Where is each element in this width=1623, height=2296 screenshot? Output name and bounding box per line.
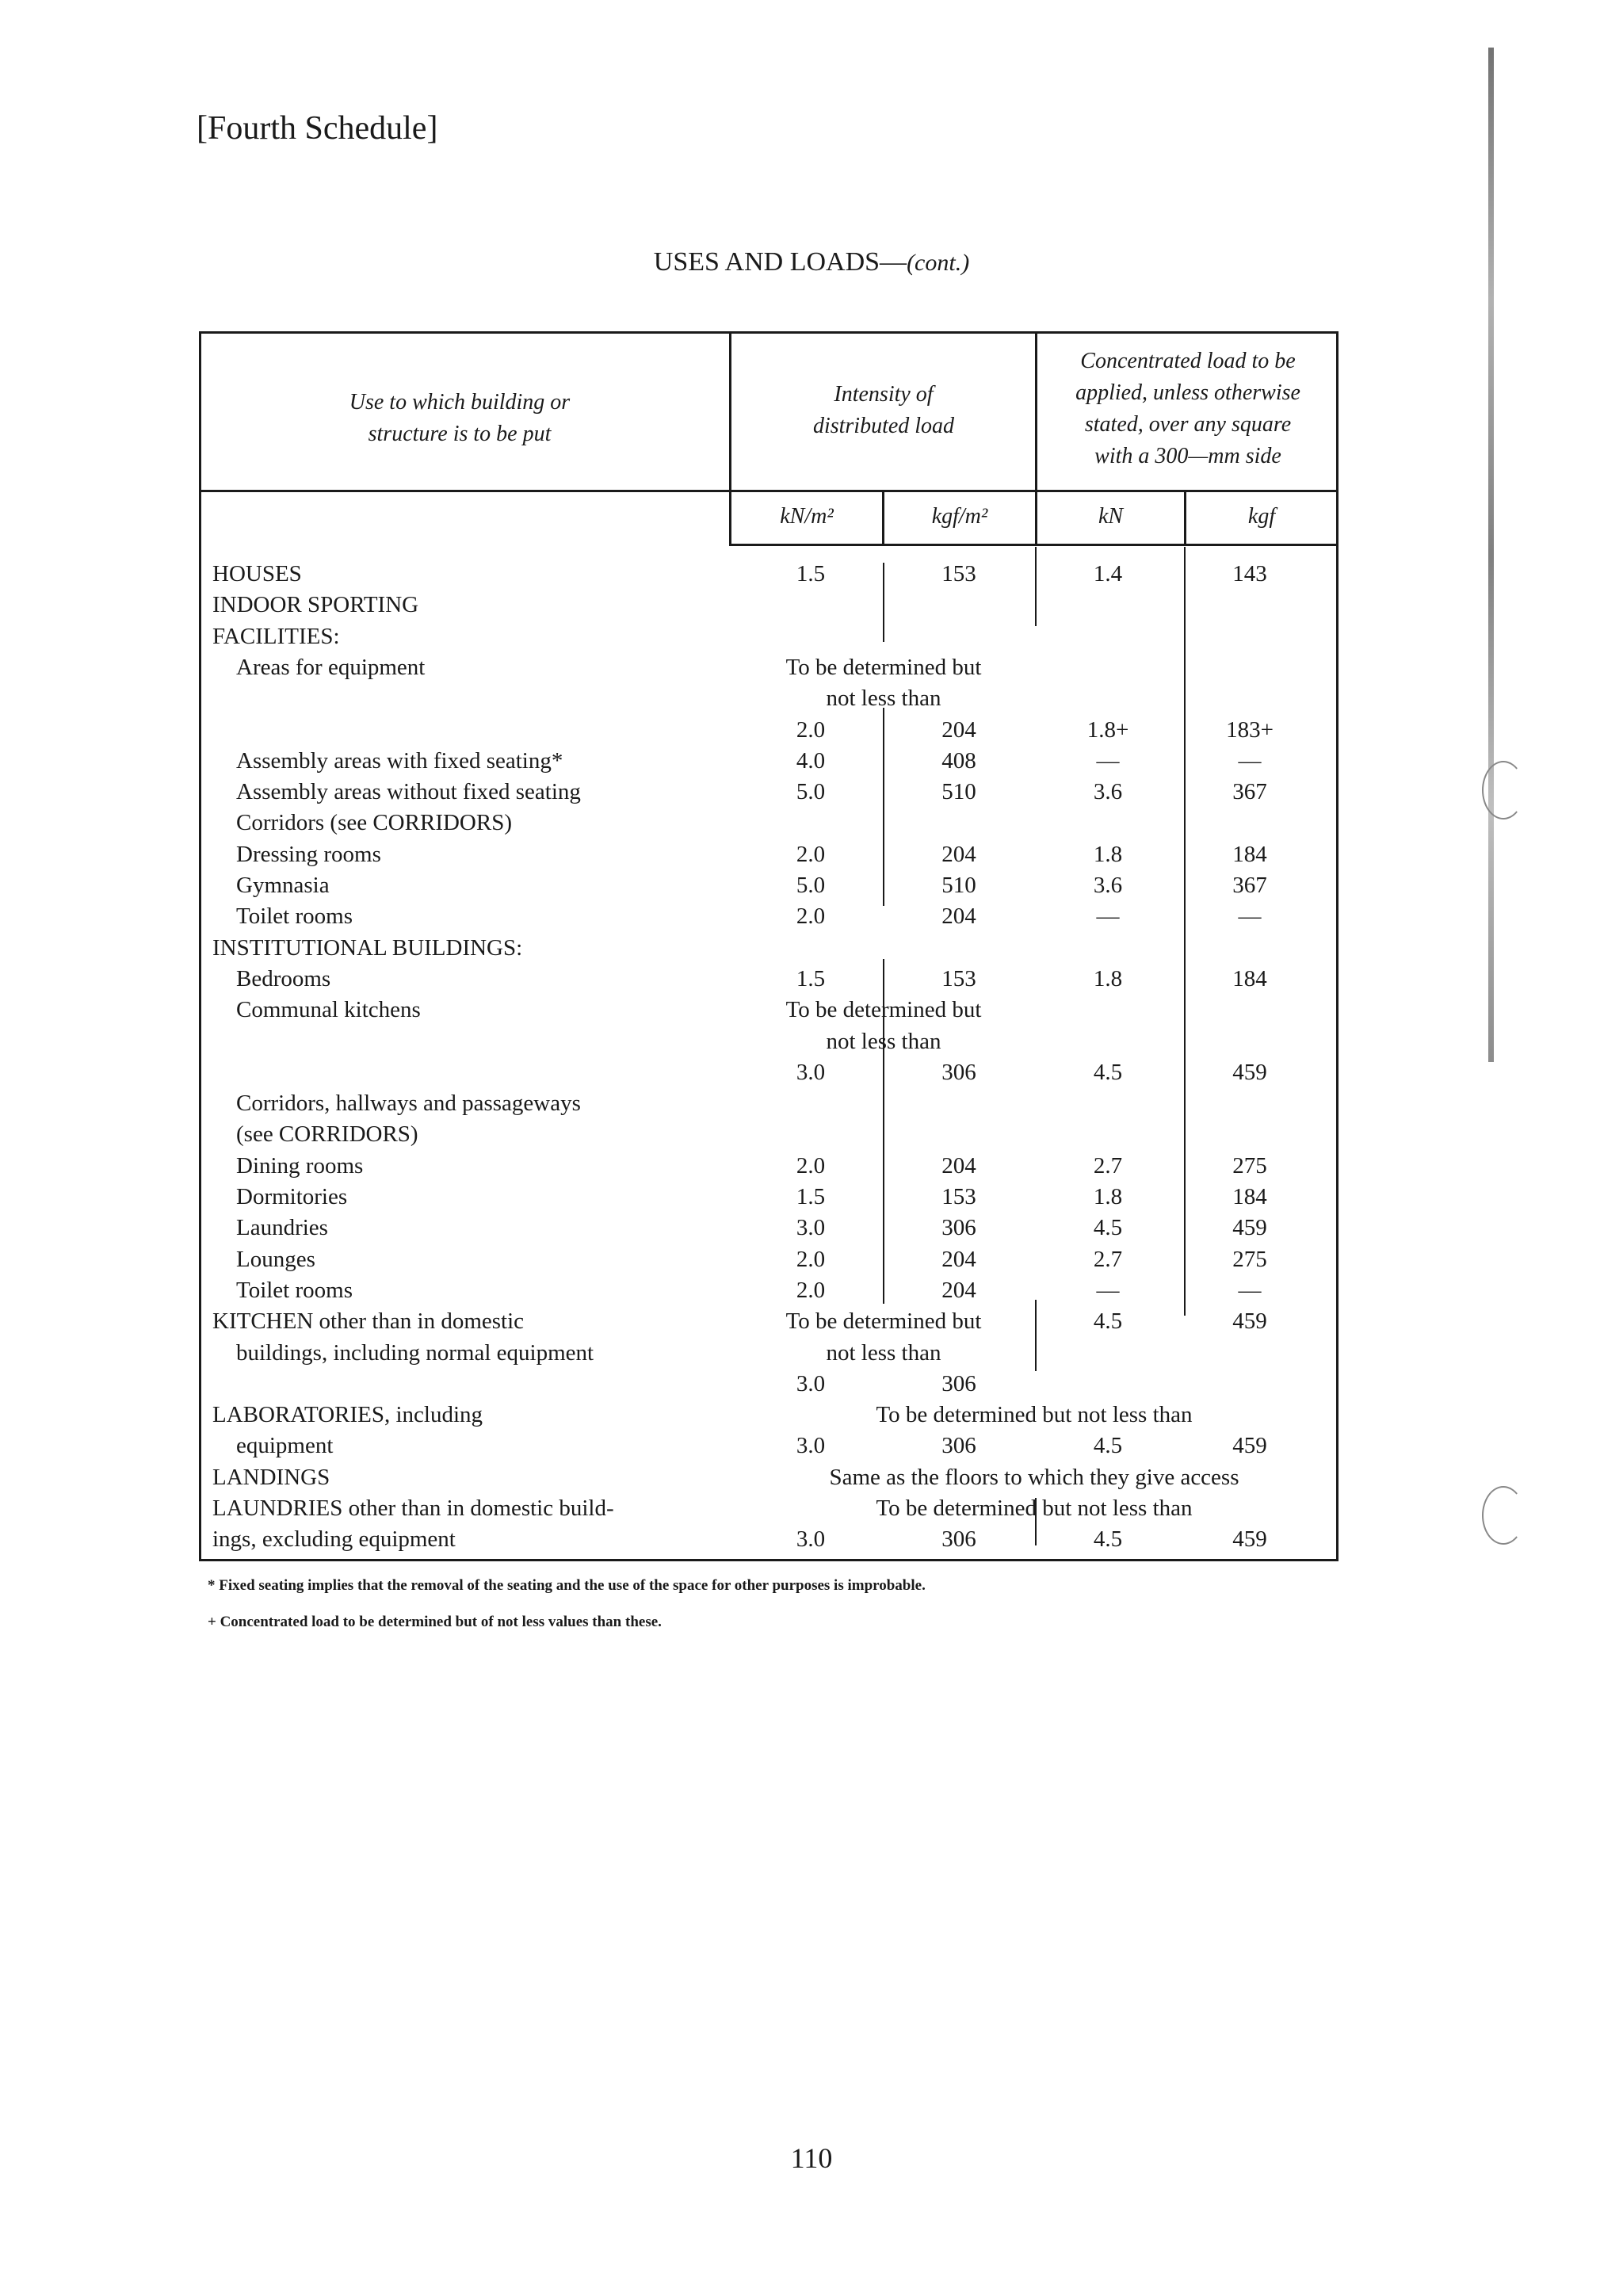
table-row bbox=[0, 1430, 1623, 1461]
concentrated-kgf-cell: 275 bbox=[1232, 1153, 1267, 1179]
table-row bbox=[0, 1181, 1623, 1213]
concentrated-kn-cell: 4.5 bbox=[1093, 1526, 1123, 1552]
intensity-kgf-cell: 204 bbox=[941, 717, 976, 743]
table-row bbox=[0, 932, 1623, 964]
intensity-kn-cell: 4.0 bbox=[796, 748, 826, 774]
intensity-kgf-cell: 204 bbox=[941, 1278, 976, 1303]
table-row bbox=[0, 558, 1623, 590]
intensity-kgf-cell: 204 bbox=[941, 1247, 976, 1272]
concentrated-kgf-cell: 183+ bbox=[1226, 717, 1274, 743]
concentrated-kgf-cell: — bbox=[1238, 748, 1262, 774]
intensity-kgf-cell: 510 bbox=[941, 779, 976, 804]
caption-title: USES AND LOADS— bbox=[653, 247, 907, 277]
concentrated-kgf-cell: 143 bbox=[1232, 561, 1267, 586]
concentrated-kn-cell: 4.5 bbox=[1093, 1060, 1123, 1085]
concentrated-kgf-cell: 367 bbox=[1232, 873, 1267, 898]
table-row bbox=[0, 1492, 1623, 1524]
concentrated-kgf-cell: 367 bbox=[1232, 779, 1267, 804]
load-note-cell: To be determined but not less than bbox=[876, 1496, 1193, 1521]
use-cell: equipment bbox=[236, 1433, 334, 1458]
table-row bbox=[0, 714, 1623, 746]
concentrated-kn-cell: 4.5 bbox=[1093, 1308, 1123, 1334]
footnote-concentrated: + Concentrated load to be determined but of not less values than these. bbox=[208, 1614, 662, 1630]
intensity-kgf-cell: 510 bbox=[941, 873, 976, 898]
page-number: 110 bbox=[790, 2142, 833, 2174]
table-row bbox=[0, 807, 1623, 839]
table-row bbox=[0, 1337, 1623, 1369]
concentrated-kgf-cell: 459 bbox=[1232, 1215, 1267, 1240]
unit-kn: kN bbox=[1098, 504, 1124, 529]
header-line: structure is to be put bbox=[368, 422, 552, 446]
concentrated-kn-cell: — bbox=[1096, 904, 1120, 929]
use-cell: Toilet rooms bbox=[236, 1278, 353, 1303]
header-line: distributed load bbox=[812, 414, 955, 438]
concentrated-kgf-cell: 459 bbox=[1232, 1060, 1267, 1085]
intensity-kgf-cell: 153 bbox=[941, 561, 976, 586]
intensity-note-cell: To be determined but bbox=[785, 1308, 982, 1334]
table-caption bbox=[0, 247, 1623, 277]
concentrated-kn-cell: 1.4 bbox=[1093, 561, 1123, 586]
use-cell: LANDINGS bbox=[212, 1465, 330, 1490]
table-row bbox=[0, 745, 1623, 777]
table-row bbox=[0, 1244, 1623, 1275]
intensity-kgf-cell: 204 bbox=[941, 1153, 976, 1179]
table-row bbox=[0, 651, 1623, 683]
intensity-kn-cell: 3.0 bbox=[796, 1526, 826, 1552]
concentrated-kn-cell: 4.5 bbox=[1093, 1215, 1123, 1240]
punch-hole-mark bbox=[1482, 1486, 1525, 1545]
table-row bbox=[0, 900, 1623, 932]
intensity-kn-cell: 1.5 bbox=[796, 966, 826, 991]
intensity-kgf-cell: 153 bbox=[941, 966, 976, 991]
unit-kgf-per-m2: kgf/m² bbox=[931, 504, 988, 529]
concentrated-kgf-cell: — bbox=[1238, 904, 1262, 929]
table-row bbox=[0, 1368, 1623, 1400]
intensity-kn-cell: 1.5 bbox=[796, 561, 826, 586]
punch-hole-mark bbox=[1482, 761, 1525, 819]
intensity-note-cell: To be determined but bbox=[785, 655, 982, 680]
concentrated-kn-cell: 1.8 bbox=[1093, 1184, 1123, 1209]
intensity-note-cell: not less than bbox=[826, 1029, 941, 1054]
table-row bbox=[0, 1150, 1623, 1182]
intensity-kgf-cell: 153 bbox=[941, 1184, 976, 1209]
use-cell: Corridors (see CORRIDORS) bbox=[236, 810, 512, 835]
table-row bbox=[0, 1305, 1623, 1337]
intensity-kn-cell: 5.0 bbox=[796, 779, 826, 804]
concentrated-kn-cell: 4.5 bbox=[1093, 1433, 1123, 1458]
footnote-fixed-seating: * Fixed seating implies that the removal of the seating and the use of the space for other purposes is improbable. bbox=[208, 1577, 926, 1594]
intensity-kn-cell: 2.0 bbox=[796, 1153, 826, 1179]
use-cell: INSTITUTIONAL BUILDINGS: bbox=[212, 935, 523, 961]
unit-top-rule bbox=[729, 490, 1338, 492]
intensity-kgf-cell: 306 bbox=[941, 1371, 976, 1396]
table-row bbox=[0, 839, 1623, 870]
use-cell: Lounges bbox=[236, 1247, 315, 1272]
concentrated-kgf-cell: 459 bbox=[1232, 1433, 1267, 1458]
use-cell: INDOOR SPORTING bbox=[212, 592, 419, 617]
use-cell: Dining rooms bbox=[236, 1153, 364, 1179]
intensity-kn-cell: 3.0 bbox=[796, 1433, 826, 1458]
intensity-kn-cell: 2.0 bbox=[796, 842, 826, 867]
unit-kgf: kgf bbox=[1247, 504, 1276, 529]
intensity-kn-cell: 1.5 bbox=[796, 1184, 826, 1209]
use-cell: (see CORRIDORS) bbox=[236, 1121, 418, 1147]
use-cell: Toilet rooms bbox=[236, 904, 353, 929]
table-row bbox=[0, 1118, 1623, 1150]
table-row bbox=[0, 1399, 1623, 1431]
table-row bbox=[0, 994, 1623, 1026]
header-line: Use to which building or bbox=[349, 390, 571, 415]
use-cell: Laundries bbox=[236, 1215, 328, 1240]
table-row bbox=[0, 1212, 1623, 1244]
header-line: with a 300—mm side bbox=[1094, 444, 1281, 468]
intensity-kn-cell: 3.0 bbox=[796, 1060, 826, 1085]
table-row bbox=[0, 589, 1623, 621]
header-line: applied, unless otherwise bbox=[1075, 380, 1300, 405]
use-cell: Bedrooms bbox=[236, 966, 331, 991]
concentrated-kgf-cell: 184 bbox=[1232, 842, 1267, 867]
concentrated-kn-cell: 2.7 bbox=[1093, 1153, 1123, 1179]
intensity-kgf-cell: 306 bbox=[941, 1060, 976, 1085]
intensity-note-cell: not less than bbox=[826, 686, 941, 711]
table-row bbox=[0, 963, 1623, 995]
caption-cont: (cont.) bbox=[907, 250, 970, 276]
load-note-cell: To be determined but not less than bbox=[876, 1402, 1193, 1427]
intensity-kgf-cell: 204 bbox=[941, 904, 976, 929]
use-cell: LAUNDRIES other than in domestic build- bbox=[212, 1496, 614, 1521]
concentrated-kn-cell: 3.6 bbox=[1093, 873, 1123, 898]
header-line: Intensity of bbox=[834, 382, 934, 407]
intensity-kgf-cell: 306 bbox=[941, 1526, 976, 1552]
header-line: stated, over any square bbox=[1084, 412, 1292, 437]
table-row bbox=[0, 1056, 1623, 1088]
use-cell: Dressing rooms bbox=[236, 842, 381, 867]
intensity-kn-cell: 2.0 bbox=[796, 1247, 826, 1272]
use-cell: Assembly areas with fixed seating* bbox=[236, 748, 563, 774]
intensity-kgf-cell: 306 bbox=[941, 1433, 976, 1458]
concentrated-kn-cell: 1.8 bbox=[1093, 966, 1123, 991]
intensity-note-cell: not less than bbox=[826, 1340, 941, 1366]
intensity-kn-cell: 2.0 bbox=[796, 1278, 826, 1303]
concentrated-kn-cell: — bbox=[1096, 1278, 1120, 1303]
intensity-kn-cell: 2.0 bbox=[796, 904, 826, 929]
intensity-kgf-cell: 204 bbox=[941, 842, 976, 867]
intensity-kgf-cell: 306 bbox=[941, 1215, 976, 1240]
concentrated-kn-cell: 2.7 bbox=[1093, 1247, 1123, 1272]
concentrated-kgf-cell: 275 bbox=[1232, 1247, 1267, 1272]
concentrated-kn-cell: 3.6 bbox=[1093, 779, 1123, 804]
table-row bbox=[0, 1087, 1623, 1119]
scan-edge-mark bbox=[1488, 48, 1494, 1062]
use-cell: ings, excluding equipment bbox=[212, 1526, 456, 1552]
use-cell: LABORATORIES, including bbox=[212, 1402, 483, 1427]
concentrated-column-header bbox=[1038, 346, 1338, 472]
use-cell: Communal kitchens bbox=[236, 997, 421, 1022]
table-row bbox=[0, 776, 1623, 808]
unit-kn-per-m2: kN/m² bbox=[780, 504, 834, 529]
table-row bbox=[0, 621, 1623, 652]
use-cell: HOUSES bbox=[212, 561, 302, 586]
use-cell: KITCHEN other than in domestic bbox=[212, 1308, 525, 1334]
intensity-kn-cell: 3.0 bbox=[796, 1215, 826, 1240]
table-row bbox=[0, 1026, 1623, 1057]
schedule-heading: [Fourth Schedule] bbox=[197, 110, 438, 147]
use-cell: Areas for equipment bbox=[236, 655, 426, 680]
table-row bbox=[0, 869, 1623, 901]
intensity-note-cell: To be determined but bbox=[785, 997, 982, 1022]
concentrated-kn-cell: — bbox=[1096, 748, 1120, 774]
table-row bbox=[0, 682, 1623, 714]
concentrated-kn-cell: 1.8 bbox=[1093, 842, 1123, 867]
intensity-kgf-cell: 408 bbox=[941, 748, 976, 774]
intensity-kn-cell: 5.0 bbox=[796, 873, 826, 898]
concentrated-kgf-cell: 459 bbox=[1232, 1308, 1267, 1334]
use-cell: FACILITIES: bbox=[212, 624, 340, 649]
use-cell: Gymnasia bbox=[236, 873, 330, 898]
concentrated-kgf-cell: — bbox=[1238, 1278, 1262, 1303]
use-column-header bbox=[238, 387, 682, 450]
intensity-kn-cell: 3.0 bbox=[796, 1371, 826, 1396]
header-line: Concentrated load to be bbox=[1080, 349, 1296, 373]
use-cell: buildings, including normal equipment bbox=[236, 1340, 594, 1366]
concentrated-kn-cell: 1.8+ bbox=[1086, 717, 1129, 743]
concentrated-kgf-cell: 184 bbox=[1232, 966, 1267, 991]
intensity-column-header bbox=[733, 379, 1034, 442]
concentrated-kgf-cell: 184 bbox=[1232, 1184, 1267, 1209]
concentrated-kgf-cell: 459 bbox=[1232, 1526, 1267, 1552]
load-note-cell: Same as the floors to which they give access bbox=[829, 1465, 1239, 1490]
table-row bbox=[0, 1461, 1623, 1493]
table-row bbox=[0, 1274, 1623, 1306]
use-cell: Assembly areas without fixed seating bbox=[236, 779, 581, 804]
use-cell: Corridors, hallways and passageways bbox=[236, 1091, 581, 1116]
use-cell: Dormitories bbox=[236, 1184, 348, 1209]
intensity-kn-cell: 2.0 bbox=[796, 717, 826, 743]
table-row bbox=[0, 1523, 1623, 1555]
unit-bottom-rule bbox=[729, 544, 1338, 546]
